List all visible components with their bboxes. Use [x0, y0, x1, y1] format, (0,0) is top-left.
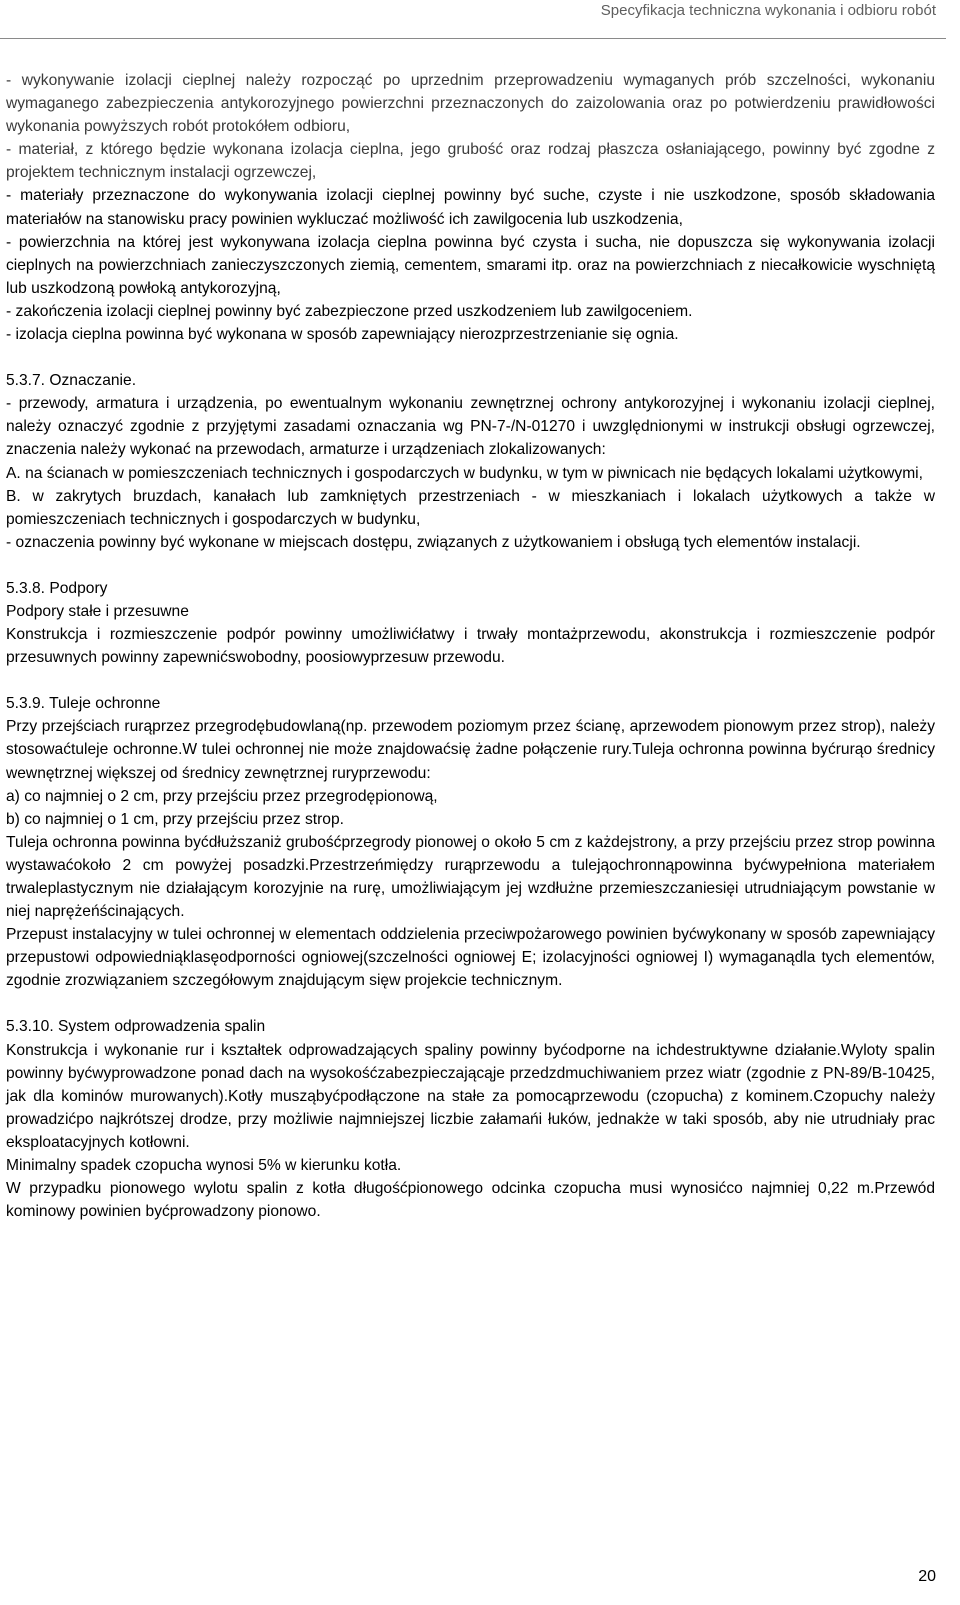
section-heading: 5.3.8. Podpory: [6, 579, 108, 597]
paragraph: - materiał, z którego będzie wykonana izolacja cieplna, jego grubość oraz rodzaj płaszcza osłaniającego, powinny być zgodne z projektem technicznym instalacji ogrzewczej,: [6, 141, 935, 182]
paragraph: B. w zakrytych bruzdach, kanałach lub zamkniętych przestrzeniach - w mieszkaniach i lokalach użytkowych a także w pomieszczeniach technicznych i gospodarczych w budynku,: [6, 487, 935, 528]
paragraph: W przypadku pionowego wylotu spalin z kotła długośćpionowego odcinka czopucha musi wynosićco najmniej 0,22 m.Przewód kominowy powinien byćprowadzony pionowo.: [6, 1180, 935, 1221]
paragraph: A. na ścianach w pomieszczeniach technicznych i gospodarczych w budynku, w tym w piwnicach nie będących lokalami użytkowymi,: [6, 464, 923, 482]
section-5-3-10: [6, 1015, 935, 1223]
paragraph: Minimalny spadek czopucha wynosi 5% w kierunku kotła.: [6, 1157, 402, 1175]
paragraph: Konstrukcja i rozmieszczenie podpór powinny umożliwićłatwy i trwały montażprzewodu, akonstrukcja i rozmieszczenie podpór przesuwnych powinny zapewnićswobodny, poosiowyprzesuw przewodu.: [6, 626, 935, 667]
paragraph: b) co najmniej o 1 cm, przy przejściu przez strop.: [6, 810, 344, 828]
page-header: [0, 0, 960, 44]
section-5-3-7: [6, 369, 935, 554]
paragraph: - izolacja cieplna powinna być wykonana w sposób zapewniający nierozprzestrzenianie się ognia.: [6, 326, 679, 344]
document-title: Specyfikacja techniczna wykonania i odbioru robót: [600, 2, 936, 19]
paragraph: Konstrukcja i wykonanie rur i kształtek odprowadzających spaliny powinny byćodporne na ichdestruktywne działanie.Wyloty spalin powinny byćwyprowadzone ponad dach na wysokośćzabezpieczającąje przedzdmuchiwaniem przez wiatr (zgodnie z PN-89/B-10425, jak dla kominów murowanych).Kotły musząbyćpodłączone na stałe za pomocąprzewodu (czopucha) z kominem.Czopuchy należy prowadzićpo najkrótszej drodze, przy możliwie najmniejszej liczbie załamańi łuków, jednakże w taki sposób, aby nie utrudniały prac eksploatacyjnych kotłowni.: [6, 1041, 935, 1151]
section-heading: 5.3.10. System odprowadzenia spalin: [6, 1018, 266, 1036]
paragraph: Przy przejściach rurąprzez przegrodębudowlaną(np. przewodem poziomym przez ścianę, aprzewodem pionowym przez strop), należy stosowaćtuleje ochronne.W tulei ochronnej nie może znajdowaćsię żadne połączenie rury.Tuleja ochronna powinna byćrurąo średnicy wewnętrznej większej od średnicy zewnętrznej ruryprzewodu:: [6, 718, 935, 782]
document-body: [6, 69, 935, 1223]
section-5-3-9: [6, 692, 935, 992]
section-heading: 5.3.7. Oznaczanie.: [6, 372, 137, 390]
page-number: 20: [918, 1568, 936, 1585]
paragraph: - materiały przeznaczone do wykonywania izolacji cieplnej powinny być suche, czyste i nie uszkodzone, sposób składowania materiałów na stanowisku pracy powinien wykluczać możliwość ich zawilgocenia lub uszkodzenia,: [6, 187, 935, 228]
paragraph: - powierzchnia na której jest wykonywana izolacja cieplna powinna być czysta i sucha, nie dopuszcza się wykonywania izolacji cieplnych na powierzchniach zanieczyszczonych ziemią, cementem, smarami itp. oraz na powierzchniach z niecałkowicie wyschniętą lub uszkodzoną powłoką antykorozyjną,: [6, 233, 935, 297]
paragraph: - oznaczenia powinny być wykonane w miejscach dostępu, związanych z użytkowaniem i obsługą tych elementów instalacji.: [6, 533, 861, 551]
paragraph: a) co najmniej o 2 cm, przy przejściu przez przegrodępionową,: [6, 787, 438, 805]
section-spacer: [6, 669, 935, 692]
section-heading: 5.3.9. Tuleje ochronne: [6, 695, 161, 713]
paragraph: Przepust instalacyjny w tulei ochronnej w elementach oddzielenia przeciwpożarowego powinien byćwykonany w sposób zapewniający przepustowi odpowiedniąklasęodporności ogniowej(szczelności ogniowej E; izolacyjności ogniowej I) wymaganądla tych elementów, zgodnie zrozwiązaniem szczegółowym znajdującym sięw projekcie technicznym.: [6, 926, 935, 990]
paragraph: - przewody, armatura i urządzenia, po ewentualnym wykonaniu zewnętrznej ochrony antykorozyjnej i wykonaniu izolacji cieplnej, należy oznaczyć zgodnie z przyjętymi zasadami oznaczania wg PN-7-/N-01270 i uwzględnionymi w instrukcji obsługi ogrzewczej, znaczenia należy wykonać na przewodach, armaturze i urządzeniach zlokalizowanych:: [6, 395, 935, 459]
section-spacer: [6, 554, 935, 577]
section-5-3-8: [6, 577, 935, 669]
insulation-requirements: [6, 69, 935, 346]
section-spacer: [6, 992, 935, 1015]
header-divider: [0, 38, 946, 39]
paragraph: Tuleja ochronna powinna byćdłuższaniż grubośćprzegrody pionowej o około 5 cm z każdejstrony, a przy przejściu przez strop powinna wystawaćokoło 2 cm powyżej posadzki.Przestrzeńmiędzy rurąprzewodu a tulejąochronnąpowinna byćwypełniona materiałem trwaleplastycznym nie działającym korozyjnie na rurę, umożliwiającym jej wzdłużne przemieszczaniesięi utrudniającym powstanie w niej naprężeńścinających.: [6, 833, 935, 921]
paragraph: Podpory stałe i przesuwne: [6, 602, 189, 620]
section-spacer: [6, 346, 935, 369]
paragraph: - wykonywanie izolacji cieplnej należy rozpocząć po uprzednim przeprowadzeniu wymaganych prób szczelności, wykonaniu wymaganego zabezpieczenia antykorozyjnego powierzchni przeznaczonych do zaizolowania oraz po potwierdzeniu prawidłowości wykonania powyższych robót protokółem odbioru,: [6, 72, 935, 136]
paragraph: - zakończenia izolacji cieplnej powinny być zabezpieczone przed uszkodzeniem lub zawilgoceniem.: [6, 302, 693, 320]
